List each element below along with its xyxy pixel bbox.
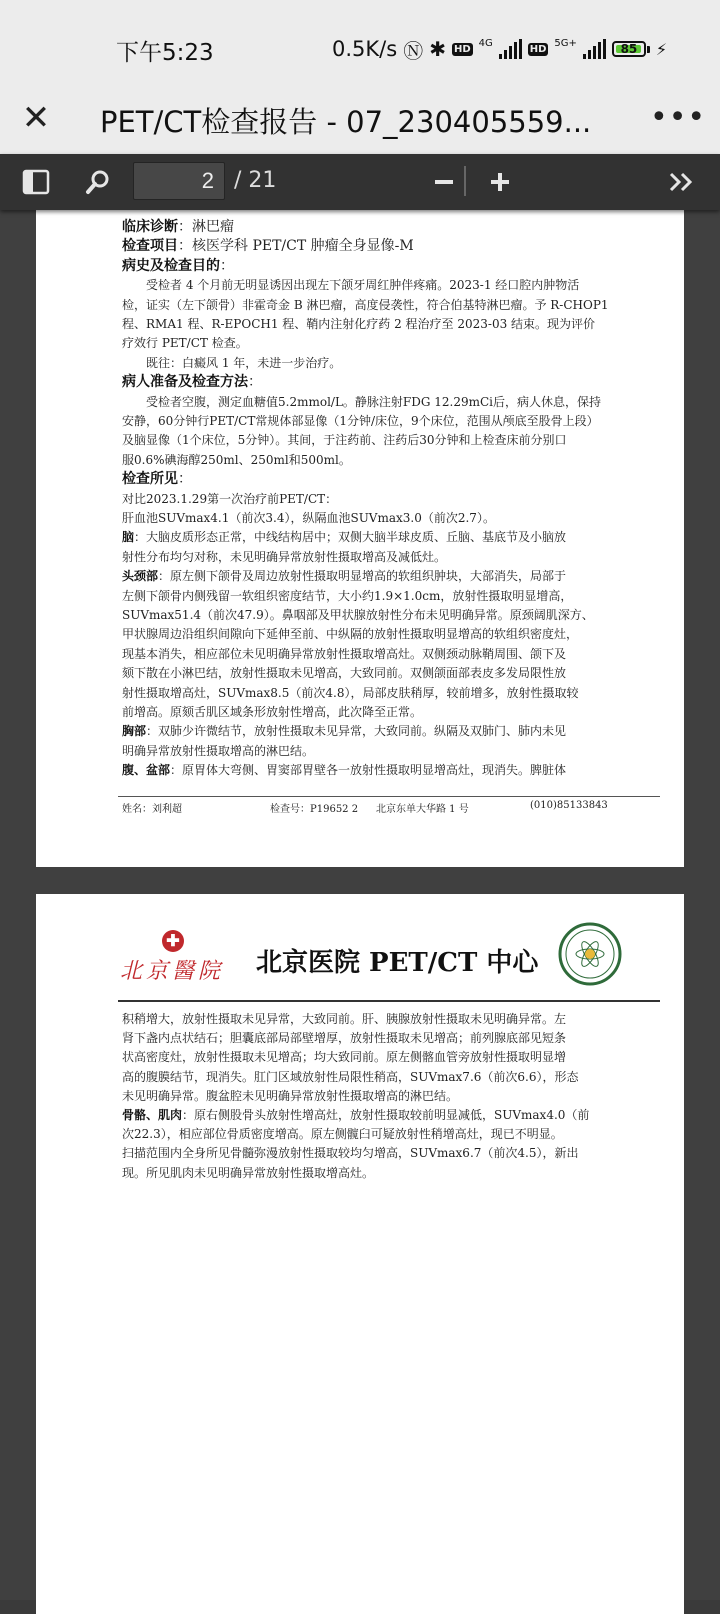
report-text-line: 及脑显像（1个床位，5分钟）。其间，于注药前、注药后30分钟和上检查床前分别口 (122, 433, 567, 448)
report-text-line: 未见明确异常。腹盆腔未见明确异常放射性摄取增高的淋巴结。 (122, 1088, 459, 1103)
report-text-line: 颏下散在小淋巴结，放射性摄取未见增高，大致同前。双侧颌面部表皮多发局限性放 (122, 666, 567, 681)
title-bar (0, 86, 720, 154)
report-text-line: 积稍增大，放射性摄取未见异常，大致同前。肝、胰腺放射性摄取未见明确异常。左 (122, 1012, 567, 1026)
zoom-out-icon[interactable] (426, 162, 462, 202)
status-time: 下午5:23 (116, 40, 214, 66)
more-options-icon[interactable]: ••• (650, 100, 707, 135)
report-text-line: 检查项目：核医学科 PET/CT 肿瘤全身显像-M (122, 238, 414, 255)
pdf-toolbar (0, 154, 720, 210)
report-text-line: 既往：白癜风 1 年，未进一步治疗。 (122, 355, 342, 370)
report-text-line: 骨骼、肌肉：原右侧股骨头放射性增高灶，放射性摄取较前明显减低，SUVmax4.0（前 (122, 1108, 590, 1122)
status-bar (0, 0, 720, 86)
signal-icon-2 (583, 39, 606, 59)
battery-icon (612, 41, 650, 57)
report-text-line: 头颈部：原左侧下颌骨及周边放射性摄取明显增高的软组织肿块，大部消失，局部于 (122, 569, 567, 584)
report-text-line: 射性分布均匀对称，未见明确异常放射性摄取增高及减低灶。 (122, 549, 447, 564)
report-text-line: 临床诊断：淋巴瘤 (122, 219, 234, 235)
report-text-line: 服0.6%碘海醇250ml、250ml和500ml。 (122, 452, 351, 467)
pdf-page-2 (36, 210, 684, 867)
header-rule (118, 1000, 660, 1002)
signal-icon-1 (499, 39, 522, 59)
report-text-line: 扫描范围内全身所见骨髓弥漫放射性摄取较均匀增高，SUVmax6.7（前次4.5），新出 (122, 1146, 579, 1161)
report-text-line: 疗效行 PET/CT 检查。 (122, 336, 248, 351)
hd-badge-1: HD (453, 43, 471, 55)
bluetooth-icon: ✱ (429, 37, 446, 61)
footer-exam-number: 检查号：P19652 2 (270, 804, 359, 815)
page-total: / 21 (234, 168, 277, 193)
report-text-line: 脑：大脑皮质形态正常，中线结构居中；双侧大脑半球皮质、丘脑、基底节及小脑放 (122, 530, 567, 545)
report-text-line: 现。所见肌肉未见明确异常放射性摄取增高灶。 (122, 1165, 375, 1180)
report-text-line: 肾下盏内点状结石；胆囊底部局部壁增厚，放射性摄取未见增高；前列腺底部见短条 (122, 1031, 567, 1046)
report-text-line: 肝血池SUVmax4.1（前次3.4），纵隔血池SUVmax3.0（前次2.7）。 (122, 511, 495, 525)
cross-icon: ✚ (162, 930, 184, 952)
report-text-line: 胸部：双肺少许微结节，放射性摄取未见异常，大致同前。纵隔及双肺门、肺内未见 (122, 724, 567, 739)
net-speed: 0.5K/s (332, 37, 398, 61)
search-icon[interactable] (80, 162, 116, 202)
report-text-line: 左侧下颌骨内侧残留一软组织密度结节，大小约1.9×1.0cm，放射性摄取明显增高， (122, 588, 573, 603)
pdf-viewer[interactable] (0, 210, 720, 1600)
report-header-title: 北京医院 PET/CT 中心 (256, 948, 539, 978)
zoom-in-icon[interactable] (482, 162, 518, 202)
zoom-separator (464, 166, 466, 196)
report-text-line: 腹、盆部：原胃体大弯侧、胃窦部胃壁各一放射性摄取明显增高灶，现消失。脾脏体 (122, 763, 567, 778)
status-icons (332, 34, 667, 64)
footer-name: 姓名：刘利超 (122, 804, 182, 815)
hospital-logo-text: 北京醫院 (120, 959, 225, 984)
report-text-line: 受检者 4 个月前无明显诱因出现左下颌牙周红肿伴疼痛。2023-1 经口腔内肿物活 (122, 278, 580, 293)
report-text-line: 次22.3），相应部位骨质密度增高。原左侧髋臼可疑放射性稍增高灶，现已不明显。 (122, 1127, 563, 1142)
tools-menu-icon[interactable] (664, 162, 700, 202)
hd-badge-2: HD (529, 43, 547, 55)
report-text-line: 甲状腺周边沿组织间隙向下延伸至前、中纵隔的放射性摄取明显增高的软组织密度灶， (122, 627, 579, 642)
report-text-line: 病史及检查目的： (122, 257, 234, 274)
report-text-line: 检查所见： (122, 471, 192, 488)
battery-level: 85 (620, 42, 638, 56)
sidebar-toggle-icon[interactable] (18, 162, 54, 202)
net-type-1: 4G (478, 38, 493, 49)
nfc-icon: Ⓝ (403, 38, 424, 63)
report-text-line: 明确异常放射性摄取增高的淋巴结。 (122, 743, 315, 758)
report-text-line: 前增高。原颏舌肌区域条形放射性增高，此次降至正常。 (122, 705, 423, 719)
net-type-2: 5G+ (554, 38, 577, 49)
charging-icon: ⚡ (655, 39, 668, 59)
page-number-input[interactable] (133, 162, 225, 200)
report-text-line: 病人准备及检查方法： (122, 374, 262, 391)
footer-rule (118, 796, 660, 797)
close-icon[interactable]: ✕ (21, 98, 51, 138)
pet-center-seal-icon (558, 922, 622, 986)
report-text-line: SUVmax51.4（前次47.9）。鼻咽部及甲状腺放射性分布未见明确异常。原颈阔肌深方、 (122, 608, 594, 622)
hospital-logo (120, 924, 230, 984)
footer-address: 北京东单大华路 1 号 (376, 804, 469, 815)
report-text-line: 现基本消失，相应部位未见明确异常放射性摄取增高灶。双侧颈动脉鞘周围、颌下及 (122, 646, 567, 661)
report-text-line: 对比2023.1.29第一次治疗前PET/CT： (122, 491, 338, 506)
report-text-line: 检，证实（左下颌骨）非霍奇金 B 淋巴瘤，高度侵袭性，符合伯基特淋巴瘤。予 R-CHOP1 (122, 297, 609, 312)
report-text-line: 安静，60分钟行PET/CT常规体部显像（1分钟/床位，9个床位，范围从颅底至股骨上段） (122, 414, 599, 428)
report-text-line: 状高密度灶，放射性摄取未见增高；均大致同前。原左侧髂血管旁放射性摄取明显增 (122, 1050, 567, 1065)
report-text-line: 射性摄取增高灶，SUVmax8.5（前次4.8），局部皮肤稍厚，较前增多，放射性摄取较 (122, 685, 579, 700)
report-text-line: 程、RMA1 程、R-EPOCH1 程、鞘内注射化疗药 2 程治疗至 2023-03 结束。现为评价 (122, 317, 596, 331)
footer-phone: (010)85133843 (530, 800, 608, 811)
pdf-page-3 (36, 894, 684, 1614)
report-text-line: 受检者空腹，测定血糖值5.2mmol/L。静脉注射FDG 12.29mCi后，病人休息，保持 (122, 394, 602, 409)
document-title: PET/CT检查报告 - 07_230405559... (100, 105, 592, 139)
report-text-line: 高的腹膜结节，现消失。肛门区域放射性局限性稍高，SUVmax7.6（前次6.6），形态 (122, 1069, 579, 1084)
